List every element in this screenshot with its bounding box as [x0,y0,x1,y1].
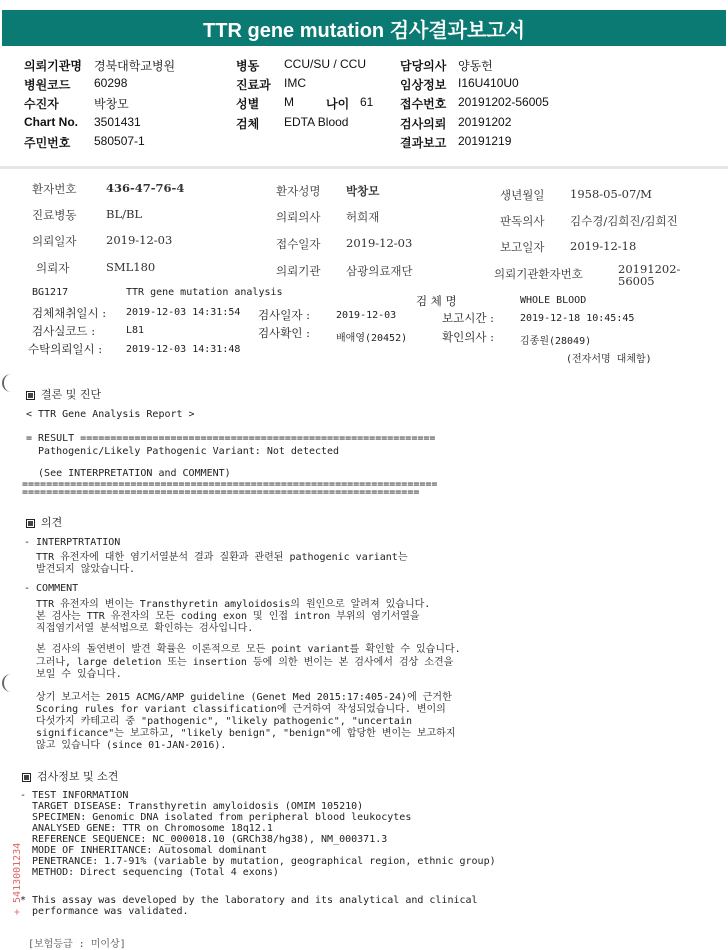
meta-receipt-no: 접수번호 20191202-56005 [400,95,549,111]
side-serial-number: + 5413001234 [12,842,23,915]
opinion-line: 본 검사는 TTR 유전자의 모든 coding exon 및 인접 intron 부위의 염기서열을 [24,611,420,622]
info-line: * This assay was developed by the laboratory and its analytical and clinical [20,895,478,906]
info-line: - TEST INFORMATION [20,790,129,801]
section-marker [26,519,35,528]
label-specimen: 검 체 명 [416,294,457,308]
opinion-line: 다섯가지 카테고리 중 "pathogenic", "likely pathogenic", "uncertain [24,716,412,727]
opinion-line: Scoring rules for variant classification에 근거하여 작성되었습니다. 변이의 [24,704,446,715]
meta-hospital-code: 병원코드 60298 [24,76,128,92]
value-receive: 2019-12-03 14:31:48 [126,344,241,355]
meta-doctor: 담당의사 양동헌 [400,59,493,73]
value-lab-code: L81 [126,325,145,336]
label-requester: 의뢰자 [36,261,70,275]
value-test-date: 2019-12-03 [336,310,397,321]
value-collect: 2019-12-03 14:31:54 [126,307,241,318]
value-ward: BL/BL [106,207,143,221]
label-patient-name: 환자성명 [276,184,321,198]
info-line: REFERENCE SEQUENCE: NC_000018.10 (GRCh38/hg38), NM_000371.3 [20,834,388,845]
label-birth: 생년월일 [500,188,545,202]
value-patient-name: 박창모 [346,184,380,198]
result-line: ================================================================== [22,487,420,498]
opinion-line: 상기 보고서는 2015 ACMG/AMP guideline (Genet Med 2015:17:405-24)에 근거한 [24,692,452,703]
info-line: ANALYSED GENE: TTR on Chromosome 18q12.1 [20,823,273,834]
label-report-date: 보고일자 [500,240,545,254]
test-code: BG1217 [32,287,69,298]
value-confirm: 배애영(20452) [336,333,408,344]
meta-specimen: 검체 EDTA Blood [236,115,349,131]
opinion-line: 발견되지 않았습니다. [24,564,136,575]
result-line: ===================================================================== [22,479,438,490]
label-patient-no: 환자번호 [32,182,77,196]
meta-examinee: 수진자 박창모 [24,97,129,111]
meta-hospital-name: 의뢰기관명 경북대학교병원 [24,59,176,73]
label-receive: 수탁의뢰일시 : [28,342,103,356]
label-confirm: 검사확인 : [258,326,310,340]
result-line: < TTR Gene Analysis Report > [26,409,195,420]
meta-ward: 병동 CCU/SU / CCU [236,57,367,73]
binder-mark [2,674,14,692]
result-line: = RESULT =========================================================== [26,433,436,444]
value-specimen: WHOLE BLOOD [520,295,587,306]
opinion-section-title: 의견 [26,514,62,530]
value-reading-doctor: 김수경/김희진/김희진 [570,214,678,228]
label-collect: 검체채취일시 : [32,306,107,320]
meta-age: 나이 61 [326,95,374,111]
section-marker [22,773,31,782]
footer-fragment: [보험등급 : 미이상] [28,939,126,950]
label-reading-doctor: 판독의사 [500,214,545,228]
meta-clinical-info: 임상정보 I16U410U0 [400,76,519,92]
meta-sex: 성별 M [236,95,294,111]
value-req-date: 2019-12-03 [106,233,173,247]
label-test-date: 검사일자 : [258,308,310,322]
value-patient-no: 436-47-76-4 [106,181,185,195]
label-ward: 진료병동 [32,208,77,222]
result-line: Pathogenic/Likely Pathogenic Variant: Not detected [26,446,340,457]
opinion-line: 보일 수 있습니다. [24,669,122,680]
meta-resident-no: 주민번호 580507-1 [24,134,145,150]
result-line: (See INTERPRETATION and COMMENT) [26,468,231,479]
info-line: SPECIMEN: Genomic DNA isolated from peripheral blood leukocytes [20,812,412,823]
opinion-line: TTR 유전자에 대한 염기서열분석 결과 질환과 관련된 pathogenic variant는 [24,552,408,563]
label-req-doctor: 의뢰의사 [276,210,321,224]
value-org-patient-no: 20191202-56005 [618,262,681,288]
label-org-patient-no: 의뢰기관환자번호 [494,267,583,281]
value-req-org: 삼광의료재단 [346,264,413,278]
label-req-org: 의뢰기관 [276,264,321,278]
meta-request-date: 검사의뢰 20191202 [400,115,512,131]
info-line: MODE OF INHERITANCE: Autosomal dominant [20,845,267,856]
info-line: TARGET DISEASE: Transthyretin amyloidosis (OMIM 105210) [20,801,364,812]
meta-dept: 진료과 IMC [236,76,306,92]
info-line: performance was validated. [20,906,189,917]
test-name: TTR gene mutation analysis [126,287,283,298]
label-report-time: 보고시간 : [442,311,494,325]
value-req-doctor: 허희재 [346,210,380,224]
opinion-line: 그러나, large deletion 또는 insertion 등에 의한 변이는 본 검사에서 검상 소견을 [24,657,454,668]
opinion-line: - COMMENT [24,583,79,594]
label-lab-code: 검사실코드 : [32,324,96,338]
label-confirm-doctor: 확인의사 : [442,330,494,344]
meta-chart-no: Chart No. 3501431 [24,115,141,129]
info-line: METHOD: Direct sequencing (Total 4 exons) [20,867,279,878]
opinion-line: 본 검사의 돌연변이 발견 확률은 이론적으로 모든 point variant를 확인할 수 있습니다. [24,644,461,655]
result-section-title: 결론 및 진단 [26,386,101,402]
section-marker [26,391,35,400]
opinion-line: significance"는 보고하고, "likely benign", "benign"에 합당한 변이는 보고하지 [24,728,456,739]
esign-note: (전자서명 대체함) [566,354,652,365]
opinion-line: 않고 있습니다 (since 01-JAN-2016). [24,740,227,751]
binder-mark [2,374,14,392]
value-confirm-doctor: 김종원(28049) [520,336,592,347]
value-birth: 1958-05-07/M [570,187,652,201]
value-report-time: 2019-12-18 10:45:45 [520,313,635,324]
label-recv-date: 접수일자 [276,237,321,251]
meta-result-date: 결과보고 20191219 [400,134,512,150]
value-requester: SML180 [106,260,156,274]
report-title: TTR gene mutation 검사결과보고서 [2,10,726,46]
value-recv-date: 2019-12-03 [346,236,413,250]
opinion-line: TTR 유전자의 변이는 Transthyretin amyloidosis의 원인으로 알려져 있습니다. [24,599,431,610]
opinion-line: - INTERPTRTATION [24,537,121,548]
value-report-date: 2019-12-18 [570,239,637,253]
scanned-report [0,169,728,949]
opinion-line: 직접염기서열 분석법으로 확인하는 검사입니다. [24,623,254,634]
info-section-title: 검사정보 및 소견 [22,768,118,784]
info-line: PENETRANCE: 1.7-91% (variable by mutation, geographical region, ethnic group) [20,856,496,867]
label-req-date: 의뢰일자 [32,234,77,248]
